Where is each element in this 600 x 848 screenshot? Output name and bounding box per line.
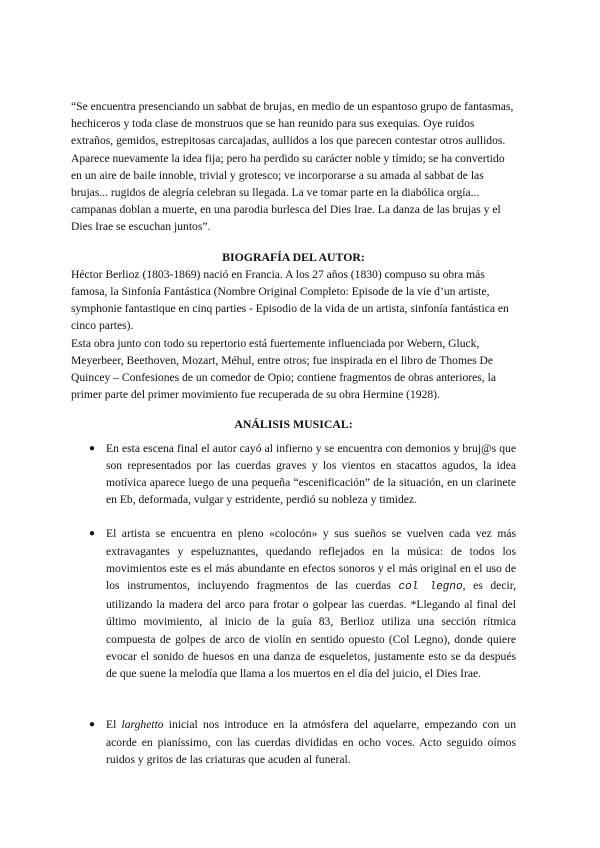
bullet-icon: ● [89,719,96,731]
analysis-item-1-text: En esta escena final el autor cayó al infierno y se encuentra con demonios y bruj@s que son representados por las cuerdas graves y los vientos en stacattos agudos, la idea motívica aparece luego de una pequeña “escenificación” de la situación, en un clarinete en Eb, deformada, vulgar y estridente, perdió su nobleza y timidez. [106,441,516,507]
analysis-item-2 [71,525,516,682]
analysis-item-2-text [106,527,516,680]
quote-paragraph: “Se encuentra presenciando un sabbat de brujas, en medio de un espantoso grupo de fantasmas, hechiceros y toda clase de monstruos que se han reunido para sus exequias. Oye ruidos extraños, gemidos, estrepitosas carcajadas, aullidos a los que parecen contestar otros aullidos. Aparece nuevamente la idea fija; pero ha perdido su carácter noble y tímido; se ha convertido en un aire de baile innoble, trivial y grotesco; ve incorporarse a su amada al sabbat de las brujas... rugidos de alegría celebran su llegada. La ve tomar parte en la diabólica orgía... campanas doblan a muerte, en una parodia burlesca del Dies Irae. La danza de las brujas y el Dies Irae se escuchan juntos”. [71,100,514,234]
analysis-item-3-text-start: El [106,718,122,732]
larghetto-term: larghetto [121,718,164,732]
biography-paragraph-1: Héctor Berlioz (1803-1869) nació en Francia. A los 27 años (1830) compuso su obra más famosa, la Sinfonía Fantástica (Nombre Original Completo: Episode de la vie d’un artiste, symphonie fantastique en cinq parties - Episodio de la vida de un artista, sinfonía fantástica en cinco partes). [71,267,509,333]
analysis-item-3 [71,716,516,768]
biography-heading: BIOGRAFÍA DEL AUTOR: [222,249,365,264]
analysis-list [71,440,516,768]
analysis-heading: ANÁLISIS MUSICAL: [234,417,353,432]
analysis-item-1 [71,440,516,509]
analysis-item-2-text-start: El artista se encuentra en pleno «colocón» y sus sueños se vuelven cada vez más extravagantes y espeluznantes, quedando reflejados en la música: de todos los movimientos este es el más abundante en efectos sonoros y el más original en el uso de los instrumentos, incluyendo fragmentos de las cuerdas [106,527,516,593]
analysis-item-3-text [106,718,516,765]
col-legno-term: col legno [398,581,463,594]
bullet-icon: ● [89,528,96,540]
biography-paragraph-2: Esta obra junto con todo su repertorio está fuertemente influenciada por Webern, Gluck, Meyerbeer, Beethoven, Mozart, Méhul, entre otros; fue inspirada en el libro de Thomes De Quincey – Confesiones de un comedor de Opio; contiene fragmentos de obras anteriores, la primer parte del primer movimiento fue recuperada de su obra Hermine (1928). [71,336,496,402]
bullet-icon: ● [89,442,96,454]
analysis-item-2-text-end: , es decir, utilizando la madera del arco para frotar o golpear las cuerdas. *Llegando al final del último movimiento, al inicio de la guía 83, Berlioz utiliza una sección rítmica compuesta de golpes de arco de violín en sentido opuesto (Col Legno), donde quiere evocar el sonido de huesos en una danza de esqueletos, justamente esto se da después de que suene la melodía que llama a los muertos en el día del juicio, el Dies Irae. [106,579,516,681]
analysis-item-3-text-end: inicial nos introduce en la atmósfera del aquelarre, empezando con un acorde en pianíssimo, con las cuerdas divididas en ocho voces. Acto seguido oímos ruidos y gritos de las criaturas que acuden al funeral. [106,718,516,766]
